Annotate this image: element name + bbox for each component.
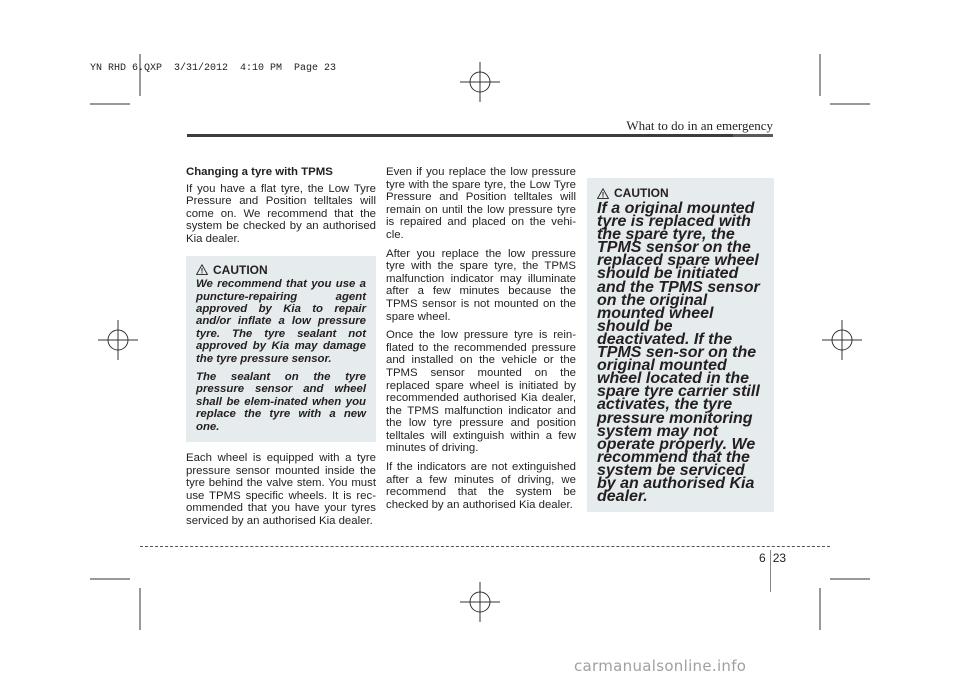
print-slug-line: YN RHD 6.QXP 3/31/2012 4:10 PM Page 23 bbox=[90, 63, 337, 74]
caution-left-text-1: We recommend that you use a puncture-repairing agent approved by Kia to repair and/or inflate a low pressure tyre. The tyre sealant not approved by Kia may damage the tyre pressure sensor. bbox=[196, 278, 366, 365]
registration-mark-bottom bbox=[460, 582, 500, 622]
caution-box-right bbox=[587, 178, 774, 512]
header-rule-accent bbox=[733, 134, 773, 137]
middle-paragraph-1: Even if you replace the low pressure tyre with the spare tyre, the Low Tyre Pressure and Position telltales will remain on until the low pressure tyre is repaired and placed on the vehi-cle. bbox=[386, 166, 576, 241]
left-paragraph-1: If you have a flat tyre, the Low Tyre Pressure and Position telltales will come on. We recommend that the system be checked by an authorised Kia dealer. bbox=[186, 182, 376, 245]
warning-triangle-icon bbox=[196, 264, 208, 275]
caution-heading bbox=[597, 186, 764, 200]
middle-paragraph-2: After you replace the low pressure tyre with the spare tyre, the TPMS malfunction indicator may illuminate after a few minutes because the TPMS sensor is not mounted on the spare wheel. bbox=[386, 247, 576, 323]
section-title: What to do in an emergency bbox=[626, 118, 773, 133]
tpms-heading: Changing a tyre with TPMS bbox=[186, 166, 333, 178]
footer-dashed-rule bbox=[140, 546, 830, 547]
caution-left-text-2: The sealant on the tyre pressure sensor and wheel shall be elem-inated when you replace the tyre with a new one. bbox=[196, 371, 366, 433]
caution-right-text: If a original mounted tyre is replaced with the spare tyre, the TPMS sensor on the replaced spare wheel should be initiated and the TPMS sensor on the original mounted wheel should be deactivated. If the TPMS sen-sor on the original mounted wheel located in the spare tyre carrier still activates, the tyre pressure monitoring system may not operate properly. We recommend that the system be serviced by an authorised Kia dealer. bbox=[597, 200, 760, 506]
registration-mark-top bbox=[460, 62, 500, 102]
page-number bbox=[759, 551, 786, 565]
left-paragraph-2: Each wheel is equipped with a tyre pressure sensor mounted inside the tyre behind the valve stem. You must use TPMS specific wheels. It is rec-ommended that you have your tyres serviced by an authorised Kia dealer. bbox=[186, 452, 376, 527]
warning-triangle-icon bbox=[597, 188, 609, 199]
middle-paragraph-4: If the indicators are not extinguished after a few minutes of driving, we recommend that the system be checked by an authorised Kia dealer. bbox=[386, 461, 576, 511]
chapter-number: 6 bbox=[759, 551, 766, 565]
page-number-value: 23 bbox=[772, 551, 787, 565]
caution-title: CAUTION bbox=[614, 186, 669, 200]
registration-mark-right bbox=[822, 320, 862, 360]
caution-heading bbox=[196, 264, 366, 277]
registration-mark-left bbox=[98, 320, 138, 360]
left-column bbox=[186, 166, 376, 534]
middle-paragraph-3: Once the low pressure tyre is rein-flated to the recommended pressure and installed on the vehicle or the TPMS sensor mounted on the replaced spare wheel is initiated by recommended authorised Kia dealer, the TPMS malfunction indicator and the low tyre pressure and position telltales will extinguish within a few minutes of driving. bbox=[386, 329, 576, 455]
caution-box-left bbox=[186, 256, 376, 442]
header-rule bbox=[187, 134, 773, 137]
caution-title: CAUTION bbox=[213, 262, 268, 277]
middle-column bbox=[386, 166, 576, 517]
watermark: carmanualsonline.info bbox=[574, 657, 747, 675]
